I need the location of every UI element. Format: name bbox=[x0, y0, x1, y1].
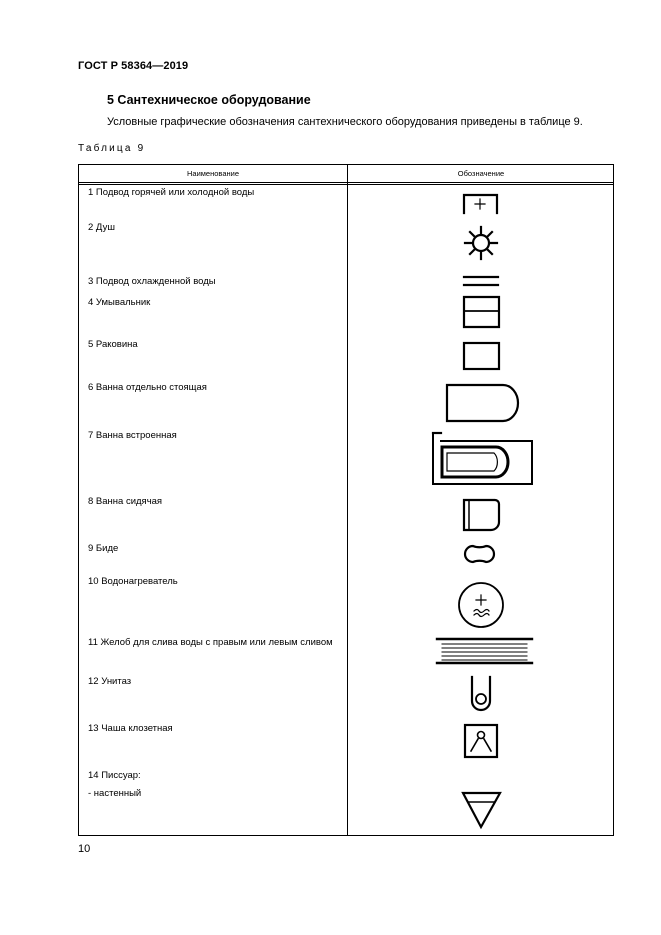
section-title: 5 Сантехническое оборудование bbox=[107, 93, 311, 107]
row-label: 14 Писсуар: bbox=[88, 770, 141, 781]
freestanding-bath-icon bbox=[447, 385, 518, 421]
row-label: 9 Биде bbox=[88, 543, 119, 554]
row-label: 1 Подвод горячей или холодной воды bbox=[88, 187, 255, 198]
column-header-name: Наименование bbox=[187, 169, 239, 178]
built-in-bath-icon bbox=[433, 433, 532, 484]
row-label: 7 Ванна встроенная bbox=[88, 430, 177, 441]
table-caption: Таблица 9 bbox=[78, 143, 146, 154]
row-label: 6 Ванна отдельно стоящая bbox=[88, 382, 207, 393]
sink-icon bbox=[464, 343, 499, 369]
row-label: 11 Желоб для слива воды с правым или левым сливом bbox=[88, 637, 333, 648]
toilet-bowl-icon bbox=[465, 725, 497, 757]
row-label: 2 Душ bbox=[88, 222, 115, 233]
bidet-icon bbox=[465, 546, 494, 562]
water-heater-icon bbox=[459, 583, 503, 627]
row-label: 5 Раковина bbox=[88, 339, 138, 350]
drain-gutter-icon bbox=[437, 639, 532, 663]
symbols-column bbox=[348, 165, 614, 835]
wall-urinal-icon bbox=[463, 793, 500, 827]
row-label: - настенный bbox=[88, 788, 142, 799]
toilet-icon bbox=[472, 677, 490, 710]
shower-icon bbox=[465, 227, 497, 259]
intro-paragraph: Условные графические обозначения сантехнического оборудования приведены в таблице 9. bbox=[107, 116, 583, 128]
sitz-bath-icon bbox=[464, 500, 499, 530]
column-header-symbol: Обозначение bbox=[457, 169, 505, 178]
row-label: 4 Умывальник bbox=[88, 297, 151, 308]
washbasin-icon bbox=[464, 297, 499, 327]
symbols-table bbox=[78, 164, 614, 836]
row-label: 8 Ванна сидячая bbox=[88, 496, 163, 507]
row-label: 3 Подвод охлажденной воды bbox=[88, 276, 216, 287]
page-number: 10 bbox=[78, 843, 91, 855]
water-supply-icon bbox=[464, 195, 497, 213]
row-label: 12 Унитаз bbox=[88, 676, 132, 687]
chilled-water-icon bbox=[464, 277, 498, 285]
document-code: ГОСТ Р 58364—2019 bbox=[78, 60, 189, 72]
row-label: 10 Водонагреватель bbox=[88, 576, 178, 587]
row-label: 13 Чаша клозетная bbox=[88, 723, 173, 734]
